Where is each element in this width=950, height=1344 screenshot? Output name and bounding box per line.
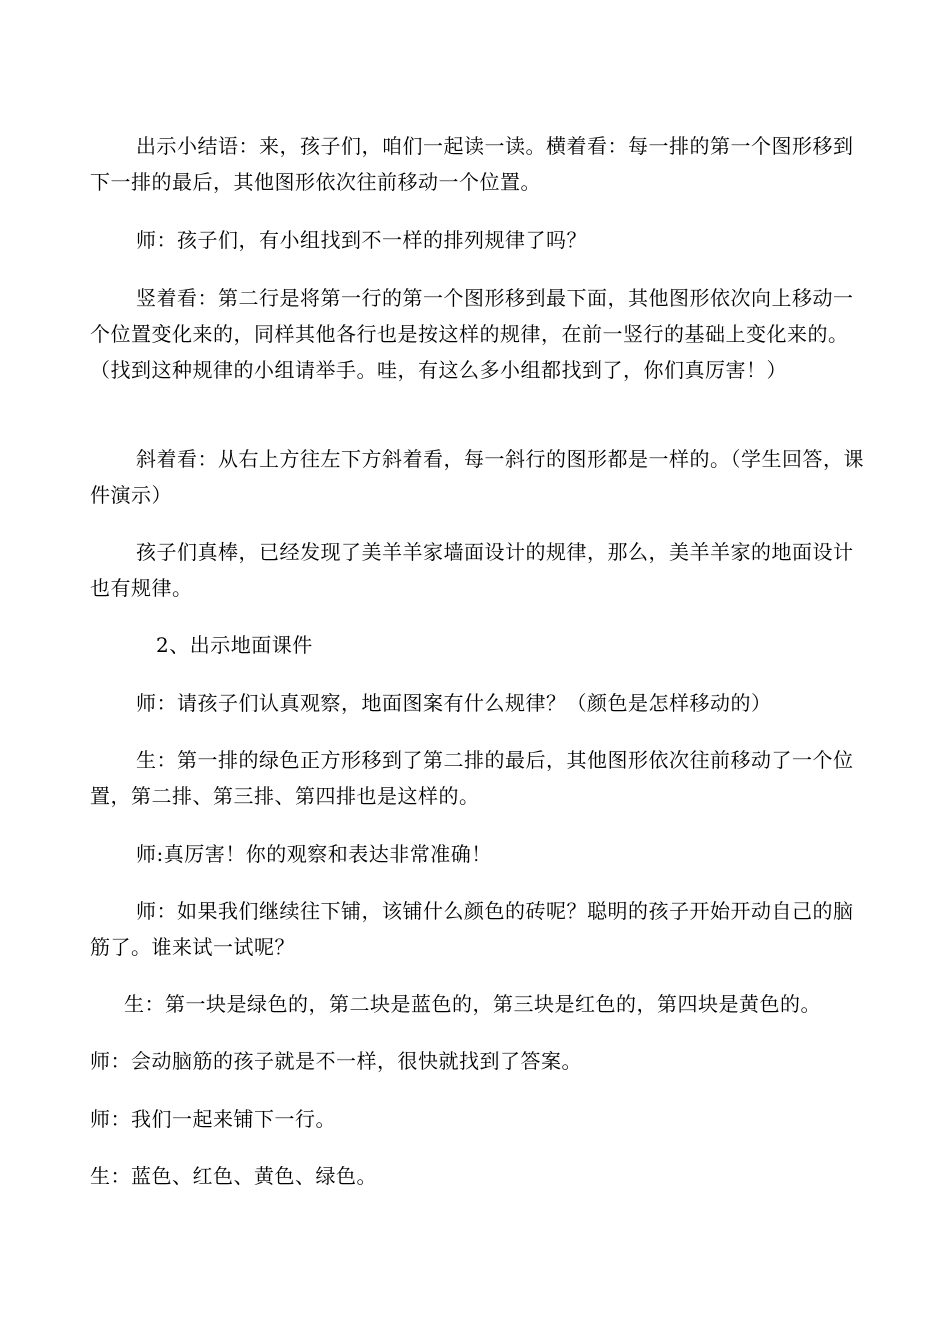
paragraph-praise: 孩子们真棒，已经发现了美羊羊家墙面设计的规律，那么，美羊羊家的地面设计也有规律。	[90, 540, 854, 600]
paragraph-teacher-next-row: 师：我们一起来铺下一行。	[90, 1107, 336, 1131]
paragraph-diagonal-pattern: 斜着看：从右上方往左下方斜着看，每一斜行的图形都是一样的。（学生回答，课件演示）	[90, 447, 864, 507]
paragraph-teacher-praise: 师:真厉害！你的观察和表达非常准确！	[136, 842, 492, 866]
paragraph-student-next-row: 生：蓝色、红色、黄色、绿色。	[90, 1164, 377, 1188]
paragraph-teacher-observe: 师：请孩子们认真观察，地面图案有什么规律？（颜色是怎样移动的）	[136, 691, 772, 715]
paragraph-student-answer: 生：第一排的绿色正方形移到了第二排的最后，其他图形依次往前移动了一个位置，第二排、第三排、第四排也是这样的。	[90, 748, 854, 808]
paragraph-teacher-answer: 师：会动脑筋的孩子就是不一样，很快就找到了答案。	[90, 1049, 582, 1073]
paragraph-section-heading: 2、出示地面课件	[156, 633, 313, 657]
paragraph-summary: 出示小结语：来，孩子们，咱们一起读一读。横着看：每一排的第一个图形移到下一排的最后，其他图形依次往前移动一个位置。	[90, 134, 854, 194]
paragraph-teacher-continue: 师：如果我们继续往下铺，该铺什么颜色的砖呢？聪明的孩子开始开动自己的脑筋了。谁来试一试呢？	[90, 899, 854, 959]
paragraph-teacher-question: 师：孩子们，有小组找到不一样的排列规律了吗？	[136, 228, 587, 252]
paragraph-vertical-pattern: 竖着看：第二行是将第一行的第一个图形移到最下面，其他图形依次向上移动一个位置变化来的，同样其他各行也是按这样的规律，在前一竖行的基础上变化来的。（找到这种规律的小组请举手。哇，有这么多小组都找到了，你们真厉害！）	[90, 286, 854, 382]
paragraph-student-colors: 生：第一块是绿色的，第二块是蓝色的，第三块是红色的，第四块是黄色的。	[124, 992, 821, 1016]
